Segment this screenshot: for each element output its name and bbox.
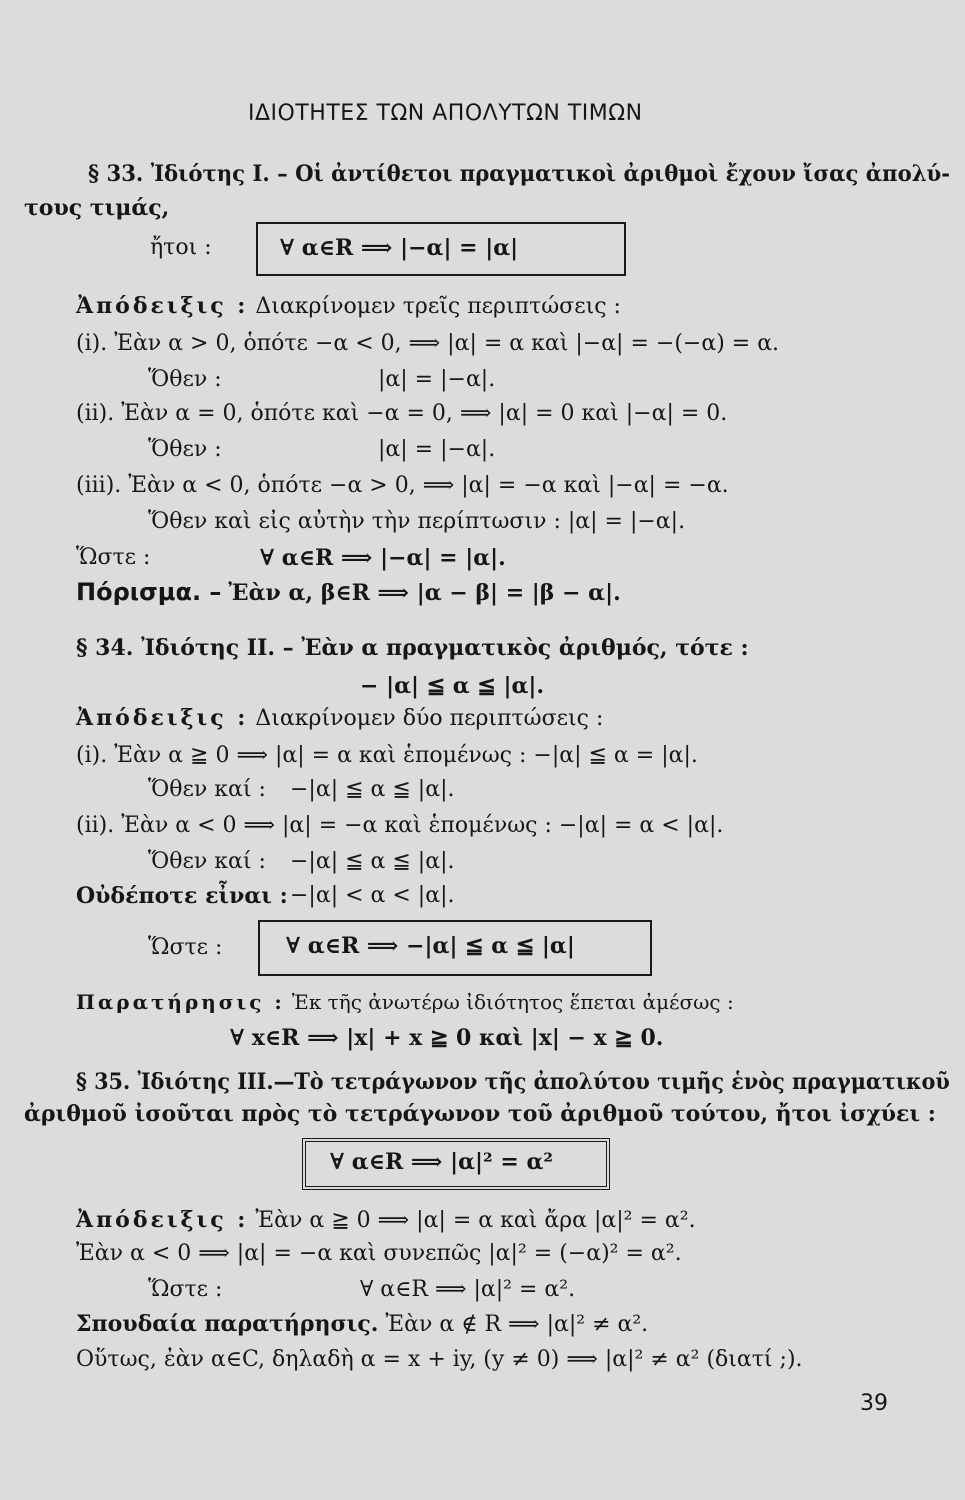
case-34-ii-then: −|α| ≦ α ≦ |α|.	[290, 849, 455, 874]
page-number: 39	[860, 1391, 888, 1416]
hence-33-label: Ὥστε :	[76, 545, 151, 570]
formula-box-35-text: ∀ α∈R ⟹ |α|² = α²	[330, 1149, 554, 1175]
case-33-i-then: |α| = |−α|.	[378, 367, 496, 392]
important-remark-35	[76, 1310, 648, 1339]
case-34-ii: (ii). Ἐὰν α < 0 ⟹ |α| = −α καὶ ἑπομένως : −|α| = α < |α|.	[76, 813, 724, 838]
case-34-i-then-label: Ὅθεν καί :	[148, 777, 266, 802]
proof-35-line	[76, 1206, 696, 1235]
corollary-33	[76, 578, 621, 608]
formula-box-33-text: ∀ α∈R ⟹ |−α| = |α|	[280, 235, 519, 261]
proof-text: Διακρίνομεν τρεῖς περιπτώσεις :	[255, 294, 621, 319]
never-34: −|α| < α < |α|.	[290, 883, 455, 908]
case-34-i-then: −|α| ≦ α ≦ |α|.	[290, 777, 455, 802]
case-33-ii: (ii). Ἐὰν α = 0, ὁπότε καὶ −α = 0, ⟹ |α| = 0 καὶ |−α| = 0.	[76, 401, 728, 426]
case-33-i: (i). Ἐὰν α > 0, ὁπότε −α < 0, ⟹ |α| = α καὶ |−α| = −(−α) = α.	[76, 331, 780, 356]
important-text: Ἐὰν α ∉ R ⟹ |α|² ≠ α².	[385, 1312, 649, 1337]
section-33-heading-cont: τους τιμάς,	[24, 195, 170, 221]
last-line-35: Οὕτως, ἐὰν α∈C, δηλαδὴ α = x + iy, (y ≠ 0) ⟹ |α|² ≠ α² (διατί ;).	[76, 1347, 803, 1372]
remark-label: Παρατήρησις :	[76, 990, 285, 1014]
case-33-iii: (iii). Ἐὰν α < 0, ὁπότε −α > 0, ⟹ |α| = −α καὶ |−α| = −α.	[76, 473, 729, 498]
proof-label: Ἀπόδειξις :	[76, 1207, 249, 1233]
case-33-iii-then: Ὅθεν καὶ εἰς αὐτὴν τὴν περίπτωσιν : |α| = |−α|.	[148, 509, 686, 534]
important-label: Σπουδαία παρατήρησις.	[76, 1311, 379, 1337]
proof-text: Διακρίνομεν δύο περιπτώσεις :	[255, 706, 604, 731]
never-34-label: Οὐδέποτε εἶναι :	[76, 883, 288, 909]
case-34-i: (i). Ἐὰν α ≧ 0 ⟹ |α| = α καὶ ἑπομένως : −|α| ≦ α = |α|.	[76, 743, 698, 768]
remark-text: Ἐκ τῆς ἀνωτέρω ἰδιότητος ἕπεται ἀμέσως :	[291, 990, 734, 1014]
case-33-ii-then-label: Ὅθεν :	[148, 437, 222, 462]
itoi-label: ἤτοι :	[150, 235, 212, 260]
proof-label: Ἀπόδειξις :	[76, 705, 249, 731]
formula-box-34-text: ∀ α∈R ⟹ −|α| ≦ α ≦ |α|	[286, 933, 575, 959]
proof-34-line	[76, 704, 603, 733]
case-33-i-then-label: Ὅθεν :	[148, 367, 222, 392]
corollary-text: Ἐὰν α, β∈R ⟹ |α − β| = |β − α|.	[228, 580, 621, 606]
remark-34-formula: ∀ x∈R ⟹ |x| + x ≧ 0 καὶ |x| − x ≧ 0.	[230, 1025, 664, 1051]
proof-text: Ἐὰν α ≧ 0 ⟹ |α| = α καὶ ἄρα |α|² = α².	[255, 1208, 696, 1233]
case-33-ii-then: |α| = |−α|.	[378, 437, 496, 462]
section-34-statement: − |α| ≦ α ≦ |α|.	[360, 673, 545, 699]
section-35-heading: § 35. Ἰδιότης ΙΙΙ.—Τὸ τετράγωνον τῆς ἀπολύτου τιμῆς ἑνὸς πραγματικοῦ	[76, 1069, 950, 1095]
section-34-heading: § 34. Ἰδιότης ΙΙ. – Ἐὰν α πραγματικὸς ἀριθμός, τότε :	[76, 635, 749, 661]
hence-34-label: Ὥστε :	[148, 935, 223, 960]
section-33-heading: § 33. Ἰδιότης Ι. – Οἱ ἀντίθετοι πραγματικοὶ ἀριθμοὶ ἔχουν ἴσας ἀπολύ-	[88, 161, 951, 187]
running-header: ΙΔΙΟΤΗΤΕΣ ΤΩΝ ΑΠΟΛΥΤΩΝ ΤΙΜΩΝ	[248, 101, 643, 126]
proof-label: Ἀπόδειξις :	[76, 293, 249, 319]
corollary-label: Πόρισμα. –	[76, 578, 222, 606]
case-34-ii-then-label: Ὅθεν καί :	[148, 849, 266, 874]
hence-35: ∀ α∈R ⟹ |α|² = α².	[360, 1277, 576, 1302]
proof-33-line	[76, 292, 621, 321]
case-35-ii: Ἐὰν α < 0 ⟹ |α| = −α καὶ συνεπῶς |α|² = (−α)² = α².	[76, 1241, 682, 1266]
remark-34	[76, 988, 734, 1017]
hence-35-label: Ὥστε :	[148, 1277, 223, 1302]
hence-33: ∀ α∈R ⟹ |−α| = |α|.	[260, 545, 506, 571]
section-35-heading-cont: ἀριθμοῦ ἰσοῦται πρὸς τὸ τετράγωνον τοῦ ἀριθμοῦ τούτου, ἤτοι ἰσχύει :	[24, 1101, 936, 1127]
